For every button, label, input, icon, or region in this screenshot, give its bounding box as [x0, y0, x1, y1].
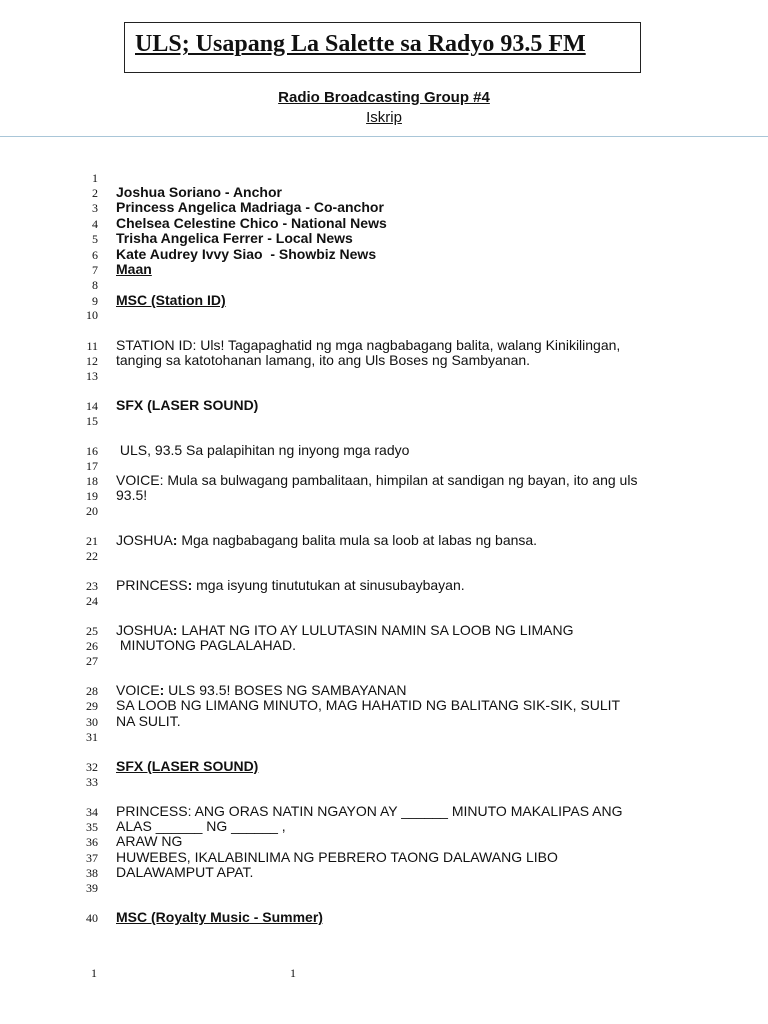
line-number: 28 — [86, 684, 98, 698]
line-number: 3 — [92, 201, 98, 215]
princess-line-continued: DALAWAMPUT APAT. — [116, 864, 254, 880]
line-number: 30 — [86, 715, 98, 729]
princess-line: PRINCESS: ANG ORAS NATIN NGAYON AY ______ MINUTO MAKALIPAS ANG — [116, 803, 623, 819]
line-number: 40 — [86, 911, 98, 925]
line-number: 9 — [92, 294, 98, 308]
cast-member: Trisha Angelica Ferrer - Local News — [116, 230, 353, 246]
line-text: Mga nagbabagang balita mula sa loob at labas ng bansa. — [177, 532, 538, 548]
group-heading: Radio Broadcasting Group #4 — [278, 89, 490, 106]
line-number: 31 — [86, 730, 98, 744]
cast-member: Joshua Soriano - Anchor — [116, 184, 282, 200]
line-number: 25 — [86, 624, 98, 638]
line-number: 12 — [86, 354, 98, 368]
line-number: 21 — [86, 534, 98, 548]
station-id-line: STATION ID: Uls! Tagapaghatid ng mga nagbabagang balita, walang Kinikilingan, — [116, 337, 621, 353]
speaker-name: VOICE — [116, 682, 160, 698]
line-number: 11 — [86, 339, 98, 353]
speaker-name: JOSHUA — [116, 532, 173, 548]
line-number: 33 — [86, 775, 98, 789]
line-number: 22 — [86, 549, 98, 563]
cue-music-station-id: MSC (Station ID) — [116, 292, 226, 308]
voice-line: VOICE: Mula sa bulwagang pambalitaan, himpilan at sandigan ng bayan, ito ang uls — [116, 472, 638, 488]
title-box — [124, 22, 641, 73]
cast-member: Chelsea Celestine Chico - National News — [116, 215, 387, 231]
line-number: 13 — [86, 369, 98, 383]
line-number: 18 — [86, 474, 98, 488]
speaker-colon: : — [187, 577, 193, 593]
line-number: 14 — [86, 399, 98, 413]
page-number: 1 — [290, 966, 296, 980]
joshua-line — [116, 533, 537, 548]
speaker-colon: : — [172, 532, 178, 548]
line-number: 32 — [86, 760, 98, 774]
cue-sfx-laser: SFX (LASER SOUND) — [116, 397, 259, 413]
line-text: LAHAT NG ITO AY LULUTASIN NAMIN SA LOOB NG LIMANG — [177, 622, 574, 638]
station-id-line: tanging sa katotohanan lamang, ito ang Uls Boses ng Sambyanan. — [116, 352, 531, 368]
line-number: 10 — [86, 308, 98, 322]
princess-line-continued: ALAS ______ NG ______ , — [116, 818, 286, 834]
header-divider — [0, 136, 768, 137]
line-number: 24 — [86, 594, 98, 608]
line-number: 6 — [92, 248, 98, 262]
cast-member: Princess Angelica Madriaga - Co-anchor — [116, 199, 384, 215]
line-number: 38 — [86, 866, 98, 880]
line-number: 8 — [92, 278, 98, 292]
line-number: 37 — [86, 851, 98, 865]
cast-member: Maan — [116, 261, 152, 277]
speaker-name: PRINCESS — [116, 577, 188, 593]
line-number: 20 — [86, 504, 98, 518]
princess-line — [116, 578, 465, 593]
speaker-colon: : — [159, 682, 165, 698]
cast-member: Kate Audrey Ivvy Siao - Showbiz News — [116, 246, 377, 262]
footer-line-number: 1 — [91, 966, 97, 980]
line-number: 35 — [86, 820, 98, 834]
voice-line-continued: NA SULIT. — [116, 713, 181, 729]
line-number: 36 — [86, 835, 98, 849]
line-number: 1 — [92, 171, 98, 185]
speaker-name: JOSHUA — [116, 622, 173, 638]
line-number: 7 — [92, 263, 98, 277]
line-text: ULS 93.5! BOSES NG SAMBAYANAN — [164, 682, 407, 698]
line-number: 16 — [86, 444, 98, 458]
joshua-line — [116, 623, 573, 638]
line-number: 34 — [86, 805, 98, 819]
speaker-colon: : — [172, 622, 178, 638]
line-number: 27 — [86, 654, 98, 668]
line-text: mga isyung tinututukan at sinusubaybayan. — [192, 577, 465, 593]
line-number: 29 — [86, 699, 98, 713]
line-number: 39 — [86, 881, 98, 895]
voice-line-continued: SA LOOB NG LIMANG MINUTO, MAG HAHATID NG BALITANG SIK-SIK, SULIT — [116, 697, 621, 713]
cue-music-royalty: MSC (Royalty Music - Summer) — [116, 909, 323, 925]
script-line: ULS, 93.5 Sa palapihitan ng inyong mga radyo — [116, 442, 410, 458]
line-number: 5 — [92, 232, 98, 246]
joshua-line-continued: MINUTONG PAGLALAHAD. — [116, 637, 296, 653]
document-title: ULS; Usapang La Salette sa Radyo 93.5 FM — [135, 31, 586, 57]
line-number: 23 — [86, 579, 98, 593]
princess-line-continued: HUWEBES, IKALABINLIMA NG PEBRERO TAONG DALAWANG LIBO — [116, 849, 558, 865]
line-number: 15 — [86, 414, 98, 428]
voice-line — [116, 683, 406, 698]
script-heading: Iskrip — [366, 109, 402, 126]
line-number: 19 — [86, 489, 98, 503]
princess-line-continued: ARAW NG — [116, 833, 183, 849]
line-number: 4 — [92, 217, 98, 231]
line-number: 17 — [86, 459, 98, 473]
line-number: 26 — [86, 639, 98, 653]
cue-sfx-laser: SFX (LASER SOUND) — [116, 758, 259, 774]
voice-line: 93.5! — [116, 487, 148, 503]
line-number: 2 — [92, 186, 98, 200]
